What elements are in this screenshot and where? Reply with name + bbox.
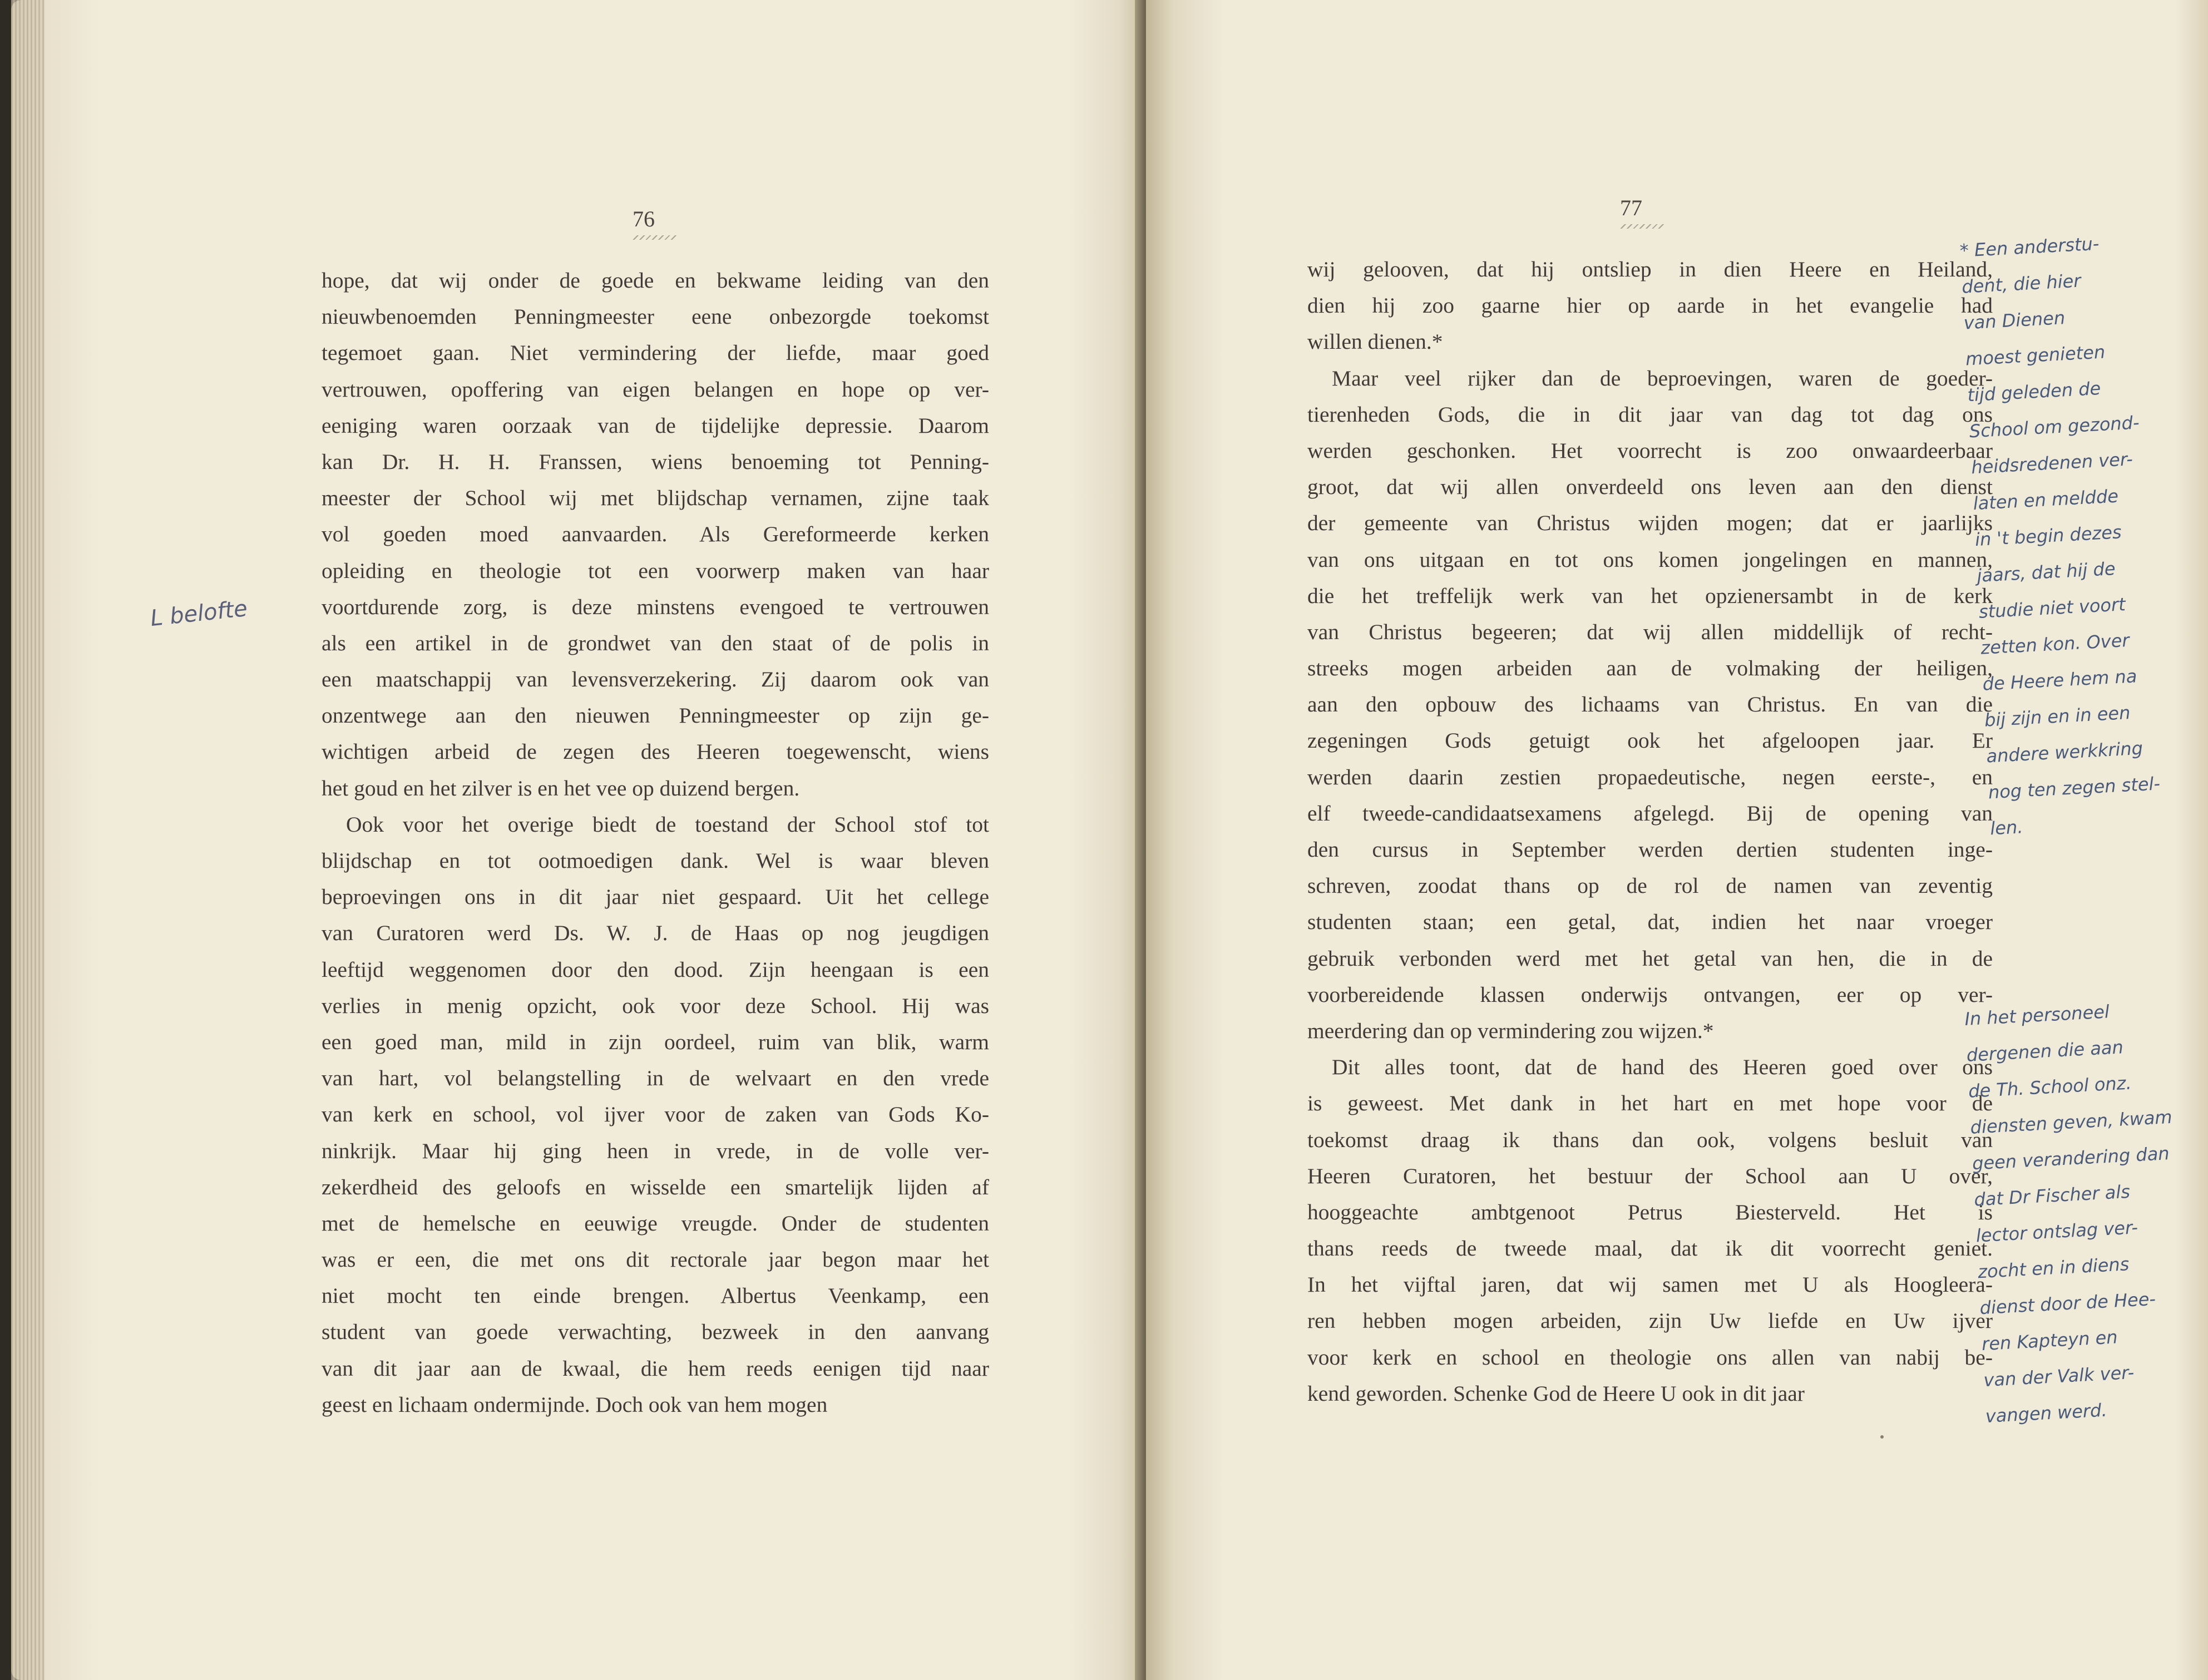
text-line: vertrouwen, opoffering van eigen belangen en hope op ver- <box>322 377 989 402</box>
handwritten-line: bij zijn en in een <box>1984 701 2131 731</box>
text-line: willen dienen.* <box>1307 329 1443 354</box>
handwritten-line: lector ontslag ver- <box>1975 1217 2138 1247</box>
text-line: werden geschonken. Het voorrecht is zoo onwaardeerbaar <box>1307 438 1993 463</box>
text-line: van Christus begeeren; dat wij allen middellijk of recht- <box>1307 619 1993 644</box>
text-line: Dit alles toont, dat de hand des Heeren goed over ons <box>1332 1055 1993 1080</box>
text-line: beproevingen ons in dit jaar niet gespaard. Uit het cellege <box>322 885 989 910</box>
text-line: een goed man, mild in zijn oordeel, ruim van blik, warm <box>322 1029 989 1054</box>
left-body-text <box>322 263 989 1423</box>
handwritten-line: van Dienen <box>1963 307 2066 334</box>
left-margin-note: L belofte <box>149 595 249 632</box>
right-page-number: 77 <box>1620 195 1664 229</box>
text-line: thans reeds de tweede maal, dat ik dit voorrecht geniet. <box>1307 1236 1993 1261</box>
text-line: meerdering dan op vermindering zou wijzen.* <box>1307 1018 1714 1043</box>
text-line: met de hemelsche en eeuwige vreugde. Onder de studenten <box>322 1210 989 1236</box>
text-line: hope, dat wij onder de goede en bekwame leiding van den <box>322 268 989 293</box>
handwritten-line: * Een anderstu- <box>1959 233 2100 261</box>
text-line: student van goede verwachting, bezweek in den aanvang <box>322 1320 989 1345</box>
text-line: gebruik verbonden werd met het getal van hen, die in de <box>1307 946 1993 971</box>
text-line: wichtigen arbeid de zegen des Heeren toegewenscht, wiens <box>322 739 989 764</box>
handwritten-line: de Heere hem na <box>1982 665 2138 695</box>
text-line: kan Dr. H. H. Franssen, wiens benoeming tot Penning- <box>322 449 989 474</box>
text-line: van kerk en school, vol ijver voor de zaken van Gods Ko- <box>322 1102 989 1127</box>
text-line: blijdschap en tot ootmoedigen dank. Wel is waar bleven <box>322 848 989 873</box>
handwritten-line: zetten kon. Over <box>1980 629 2130 659</box>
text-line: verlies in menig opzicht, ook voor deze School. Hij was <box>322 993 989 1018</box>
handwritten-line: len. <box>1989 816 2024 839</box>
handwritten-line: School om gezond- <box>1968 412 2140 442</box>
right-margin-note-bottom <box>1964 991 2189 1435</box>
text-line: kend geworden. Schenke God de Heere U ook in dit jaar <box>1307 1381 1805 1406</box>
text-line: van hart, vol belangstelling in de welvaart en den vrede <box>322 1066 989 1091</box>
handwritten-line: In het personeel <box>1964 1001 2110 1030</box>
text-line: meester der School wij met blijdschap vernamen, zijne taak <box>322 486 989 511</box>
text-line: wij gelooven, dat hij ontsliep in dien Heere en Heiland, <box>1307 257 1993 281</box>
text-line: zekerdheid des geloofs en wisselde een smartelijk lijden af <box>322 1174 989 1199</box>
text-line: van dit jaar aan de kwaal, die hem reeds eenigen tijd naar <box>322 1356 989 1381</box>
text-line: een maatschappij van levensverzekering. Zij daarom ook van <box>322 667 989 692</box>
text-line: der gemeente van Christus wijden mogen; dat er jaarlijks <box>1307 511 1993 536</box>
handwritten-line: tijd geleden de <box>1967 377 2102 406</box>
handwritten-line: studie niet voort <box>1978 594 2126 622</box>
text-line: groot, dat wij allen onverdeeld ons leven aan den dienst <box>1307 475 1993 500</box>
text-line: nieuwbenoemden Penningmeester eene onbezorgde toekomst <box>322 304 989 329</box>
handwritten-line: heidsredenen ver- <box>1970 448 2133 478</box>
handwritten-line: ren Kapteyn en <box>1981 1326 2118 1355</box>
text-line: ninkrijk. Maar hij ging heen in vrede, in de volle ver- <box>322 1138 989 1163</box>
text-line: onzentwege aan den nieuwen Penningmeester op zijn ge- <box>322 703 989 728</box>
right-body-text <box>1307 251 1993 1412</box>
text-line: elf tweede-candidaatsexamens afgelegd. Bij de opening van <box>1307 801 1993 826</box>
text-line: dien hij zoo gaarne hier op aarde in het evangelie had <box>1307 293 1993 318</box>
left-page-number: 76 <box>633 206 677 240</box>
text-line: Heeren Curatoren, het bestuur der School aan U over, <box>1307 1163 1993 1188</box>
handwritten-line: diensten geven, kwam <box>1969 1106 2173 1138</box>
right-margin-note-top <box>1959 224 2163 847</box>
handwritten-line: dent, die hier <box>1961 270 2082 298</box>
text-line: Maar veel rijker dan de beproevingen, waren de goeder- <box>1332 365 1993 391</box>
handwritten-line: jaars, dat hij de <box>1976 557 2116 586</box>
text-line: is geweest. Met dank in het hart en met hope voor de <box>1307 1091 1993 1116</box>
handwritten-line: geen verandering dan <box>1972 1143 2170 1174</box>
page-edge-stack <box>11 0 45 1680</box>
left-page <box>11 0 1146 1680</box>
handwritten-line: dat Dr Fischer als <box>1973 1180 2131 1210</box>
handwritten-line: zocht en in diens <box>1977 1253 2130 1283</box>
text-line: aan den opbouw des lichaams van Christus. En van die <box>1307 692 1993 717</box>
handwritten-line: moest genieten <box>1965 341 2106 370</box>
text-line: geest en lichaam ondermijnde. Doch ook van hem mogen <box>322 1392 828 1417</box>
handwritten-line: laten en meldde <box>1972 485 2119 515</box>
text-line: den cursus in September werden dertien studenten inge- <box>1307 837 1993 862</box>
text-line: was er een, die met ons dit rectorale jaar begon maar het <box>322 1247 989 1272</box>
text-line: In het vijftal jaren, dat wij samen met U als Hoogleera- <box>1307 1272 1993 1297</box>
text-line: als een artikel in de grondwet van den staat of de polis in <box>322 630 989 655</box>
handwritten-line: vangen werd. <box>1984 1399 2108 1427</box>
text-line: tierenheden Gods, die in dit jaar van dag tot dag ons <box>1307 402 1993 427</box>
text-line: niet mocht ten einde brengen. Albertus Veenkamp, een <box>322 1283 989 1308</box>
handwritten-line: van der Valk ver- <box>1983 1361 2135 1391</box>
ink-dot <box>1880 1435 1884 1439</box>
text-line: het goud en het zilver is en het vee op duizend bergen. <box>322 775 800 801</box>
text-line: hooggeachte ambtgenoot Petrus Biesterveld. Het is <box>1307 1199 1993 1224</box>
handwritten-line: andere werkkring <box>1985 737 2143 767</box>
text-line: van ons uitgaan en tot ons komen jongelingen en mannen, <box>1307 547 1993 572</box>
handwritten-line: de Th. School onz. <box>1968 1072 2132 1102</box>
right-page <box>1146 0 2208 1680</box>
text-line: die het treffelijk werk van het opzienersambt in de kerk <box>1307 583 1993 608</box>
handwritten-line: dienst door de Hee- <box>1979 1288 2156 1319</box>
text-line: voorbereidende klassen onderwijs ontvangen, eer op ver- <box>1307 982 1993 1007</box>
text-line: vol goeden moed aanvaarden. Als Gereformeerde kerken <box>322 522 989 547</box>
text-line: eeniging waren oorzaak van de tijdelijke depressie. Daarom <box>322 413 989 438</box>
text-line: voortdurende zorg, is deze minstens evengoed te vertrouwen <box>322 594 989 619</box>
text-line: schreven, zoodat thans op de rol de namen van zeventig <box>1307 873 1993 898</box>
text-line: leeftijd weggenomen door den dood. Zijn heengaan is een <box>322 957 989 982</box>
text-line: studenten staan; een getal, dat, indien het naar vroeger <box>1307 910 1993 935</box>
text-line: van Curatoren werd Ds. W. J. de Haas op nog jeugdigen <box>322 921 989 946</box>
text-line: opleiding en theologie tot een voorwerp maken van haar <box>322 558 989 583</box>
text-line: voor kerk en school en theologie ons allen van nabij be- <box>1307 1345 1993 1370</box>
text-line: zegeningen Gods getuigt ook het afgeloopen jaar. Er <box>1307 728 1993 753</box>
text-line: streeks mogen arbeiden aan de volmaking der heiligen, <box>1307 656 1993 681</box>
handwritten-line: dergenen die aan <box>1965 1036 2124 1066</box>
text-line: ren hebben mogen arbeiden, zijn Uw liefde en Uw ijver <box>1307 1308 1993 1333</box>
text-line: toekomst draag ik thans dan ook, volgens besluit van <box>1307 1127 1993 1152</box>
text-line: werden daarin zestien propaedeutische, negen eerste-, en <box>1307 764 1993 789</box>
text-line: tegemoet gaan. Niet vermindering der liefde, maar goed <box>322 340 989 365</box>
handwritten-line: in 't begin dezes <box>1974 521 2122 551</box>
handwritten-line: nog ten zegen stel- <box>1988 773 2161 803</box>
text-line: Ook voor het overige biedt de toestand der School stof tot <box>346 812 989 837</box>
